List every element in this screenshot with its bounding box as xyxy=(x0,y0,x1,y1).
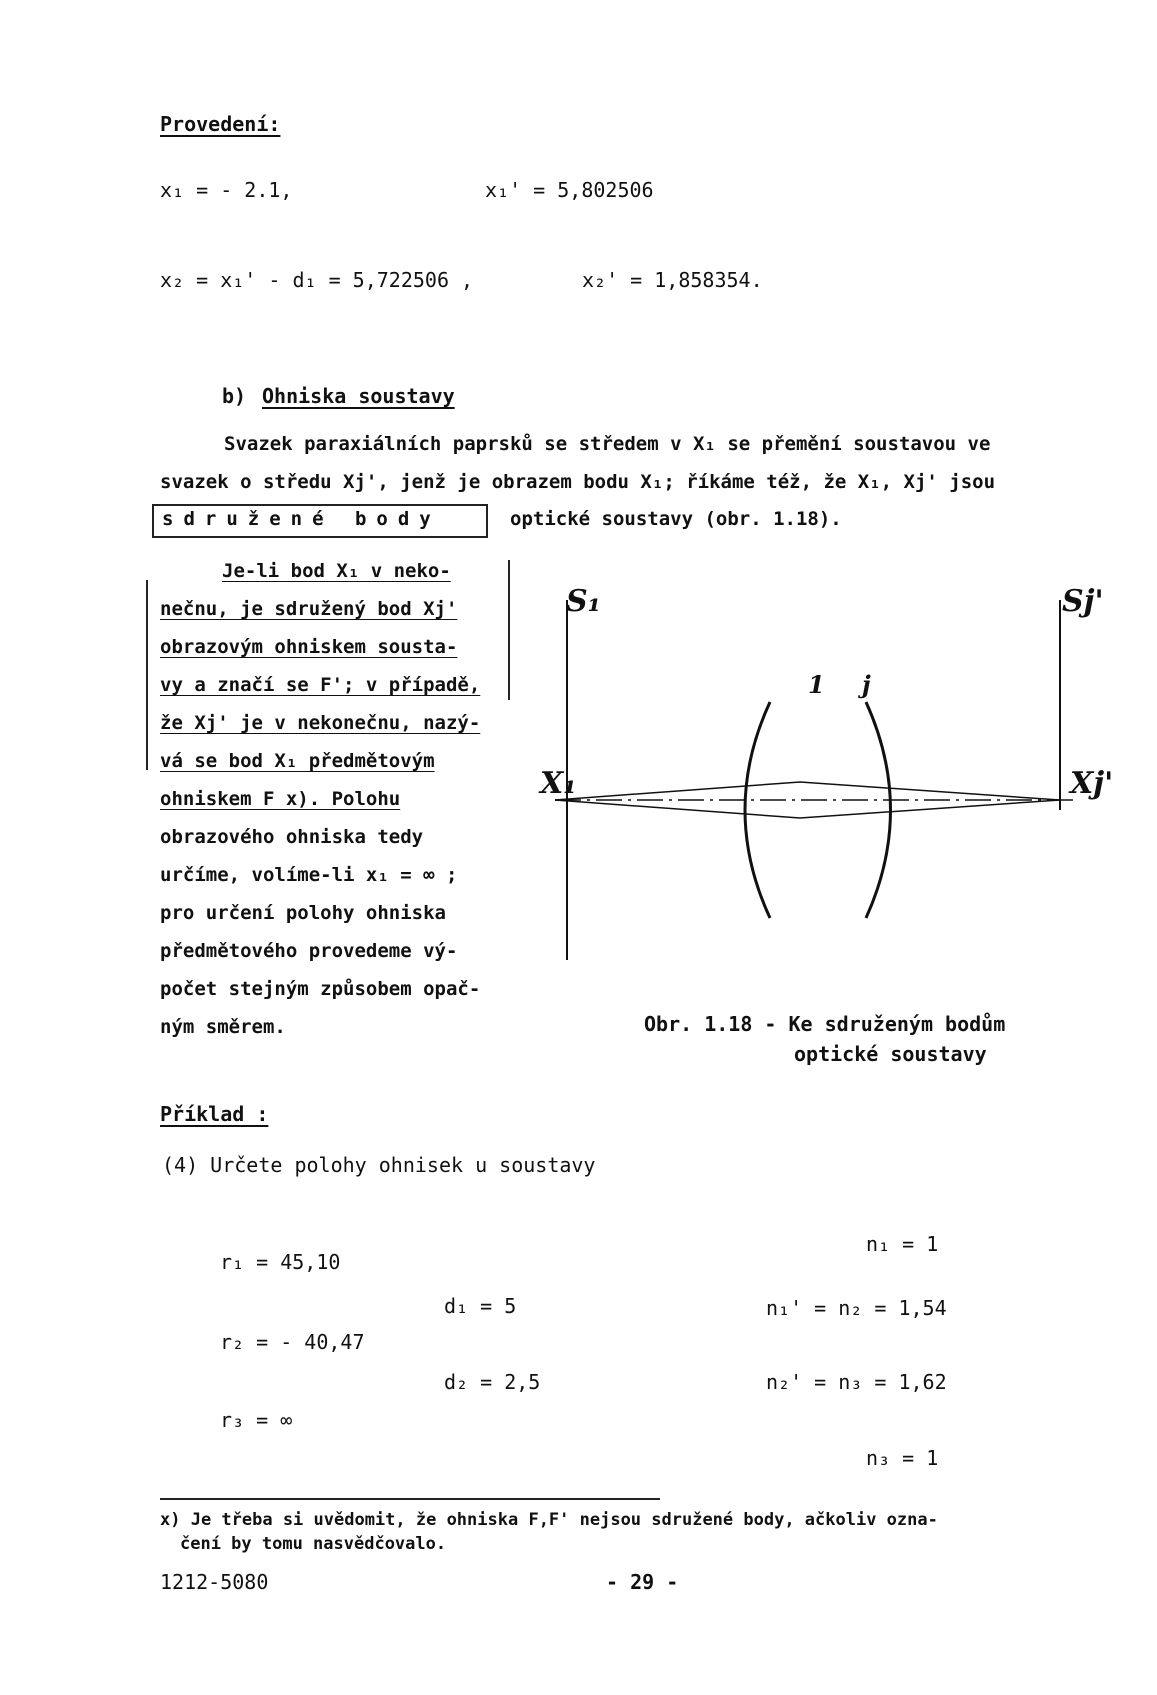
definition-line: počet stejným způsobem opač- xyxy=(160,978,481,1000)
example-task: (4) Určete polohy ohnisek u soustavy xyxy=(162,1153,596,1177)
label-Xj: Xj' xyxy=(1070,766,1114,801)
page-number: - 29 - xyxy=(606,1570,679,1594)
calc-x1: x₁ = - 2.1, xyxy=(160,178,293,202)
param-r1: r₁ = 45,10 xyxy=(220,1250,341,1274)
param-d1: d₁ = 5 xyxy=(444,1294,517,1318)
label-lens-1: 1 xyxy=(808,670,825,699)
ray-upper xyxy=(555,782,1060,800)
param-r2: r₂ = - 40,47 xyxy=(220,1330,365,1354)
param-n3: n₃ = 1 xyxy=(866,1446,939,1470)
label-Sj: Sj' xyxy=(1062,584,1104,619)
margin-bar-right xyxy=(508,560,510,700)
param-n1-prime: n₁' = n₂ = 1,54 xyxy=(766,1296,947,1320)
definition-line: obrazovým ohniskem sousta- xyxy=(160,636,458,658)
param-n1: n₁ = 1 xyxy=(866,1232,939,1256)
footnote-line2: čení by tomu nasvědčovalo. xyxy=(180,1534,447,1554)
example-heading: Příklad : xyxy=(160,1102,269,1126)
footnote-separator xyxy=(160,1498,660,1500)
param-d2: d₂ = 2,5 xyxy=(444,1370,541,1394)
definition-line: obrazového ohniska tedy xyxy=(160,826,424,848)
section-b-label: b) xyxy=(222,384,247,408)
boxed-term: sdružené body xyxy=(162,508,441,530)
lens-j xyxy=(866,702,891,918)
calc-x2: x₂ = x₁' - d₁ = 5,722506 , xyxy=(160,268,474,292)
figure-caption-line2: optické soustavy xyxy=(794,1042,987,1066)
definition-line: předmětového provedeme vý- xyxy=(160,940,458,962)
definition-line: vy a značí se F'; v případě, xyxy=(160,674,481,696)
definition-line: Je-li bod X₁ v neko- xyxy=(222,560,451,582)
ray-lower xyxy=(555,800,1060,818)
param-n2-prime: n₂' = n₃ = 1,62 xyxy=(766,1370,947,1394)
heading-provedeni: Provedení: xyxy=(160,112,281,136)
definition-line: ným směrem. xyxy=(160,1016,286,1038)
definition-line: ohniskem F x). Polohu xyxy=(160,788,401,810)
definition-line: vá se bod X₁ předmětovým xyxy=(160,750,435,772)
definition-line: určíme, volíme-li x₁ = ∞ ; xyxy=(160,864,458,886)
label-lens-j: j xyxy=(862,670,871,699)
calc-x2-prime: x₂' = 1,858354. xyxy=(582,268,763,292)
para1-line3: optické soustavy (obr. 1.18). xyxy=(510,508,842,530)
definition-line: pro určení polohy ohniska xyxy=(160,902,446,924)
para1-line2: svazek o středu Xj', jenž je obrazem bodu X₁; říkáme též, že X₁, Xj' jsou xyxy=(160,471,996,493)
document-id: 1212-5080 xyxy=(160,1570,269,1594)
param-r3: r₃ = ∞ xyxy=(220,1408,293,1432)
figure-1-18 xyxy=(530,560,1110,980)
margin-bar-left xyxy=(146,580,148,770)
figure-caption-line1: Obr. 1.18 - Ke sdruženým bodům xyxy=(644,1012,1006,1036)
para1-line1: Svazek paraxiálních paprsků se středem v X₁ se přemění soustavou ve xyxy=(224,433,991,455)
footnote-line1: x) Je třeba si uvědomit, že ohniska F,F' nejsou sdružené body, ačkoliv ozna- xyxy=(160,1510,938,1530)
definition-line: nečnu, je sdružený bod Xj' xyxy=(160,598,458,620)
calc-x1-prime: x₁' = 5,802506 xyxy=(485,178,654,202)
lens-1 xyxy=(745,702,770,918)
label-X1: X₁ xyxy=(540,766,577,801)
definition-line: že Xj' je v nekonečnu, nazý- xyxy=(160,712,481,734)
label-S1: S₁ xyxy=(566,584,601,619)
section-b-title: Ohniska soustavy xyxy=(262,384,455,408)
